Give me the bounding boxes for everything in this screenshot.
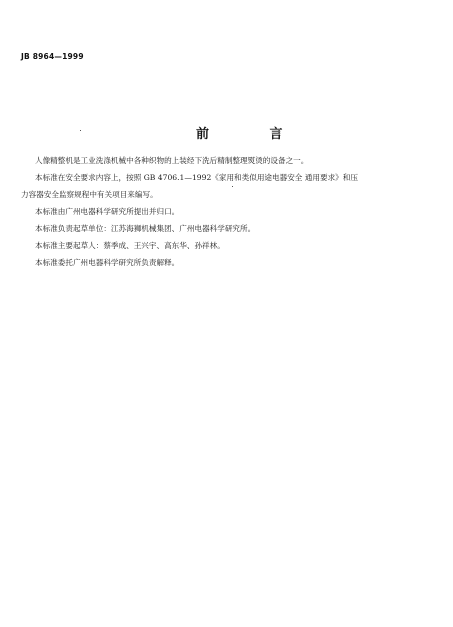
preface-paragraph: 本标准由广州电器科学研究所提出并归口。 xyxy=(35,207,180,216)
preface-paragraph: 本标准委托广州电器科学研究所负责解释。 xyxy=(35,258,180,267)
preface-body xyxy=(21,152,441,271)
preface-paragraph-continued: 力容器安全监察规程中有关项目来编写。 xyxy=(21,190,158,199)
preface-paragraph: 人像精整机是工业洗涤机械中各种织物的上装经下洗后精制整理熨烫的设备之一。 xyxy=(35,156,309,165)
preface-title: 前 言 xyxy=(196,127,311,142)
preface-paragraph: 本标准在安全要求内容上，按照 GB 4706.1—1992《家用和类似用途电器安全 通用要求》和压 xyxy=(35,173,358,182)
preface-paragraph: 本标准负责起草单位：江苏海狮机械集团、广州电器科学研究所。 xyxy=(35,224,256,233)
preface-paragraph: 本标准主要起草人：蔡季成、王兴宇、高东华、孙祥林。 xyxy=(35,241,225,250)
standard-number: JB 8964—1999 xyxy=(21,52,84,61)
scan-speck xyxy=(80,130,81,131)
